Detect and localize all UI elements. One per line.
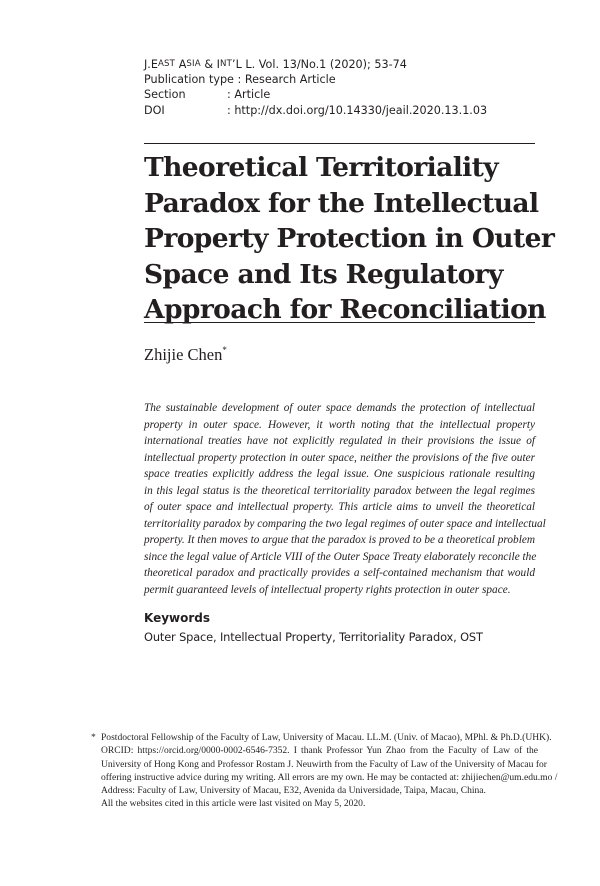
abstract-line: theoretical paradox and practically provides a self-contained mechanism that would [144, 567, 535, 579]
doi-row [144, 103, 487, 118]
author-footnote-mark[interactable]: * [222, 345, 227, 355]
footnote-line: University of Hong Kong and Professor Rostam J. Neuwirth from the Faculty of Law of the University of Macau for [101, 758, 547, 770]
section-row [144, 87, 487, 102]
abstract-line: property in outer space. However, it worth noting that the intellectual property [144, 418, 535, 431]
abstract-line: of outer space and intellectual property. This article aims to unveil the theoretical [144, 501, 535, 513]
footnote-mark: * [91, 732, 96, 743]
abstract-line: permit guaranteed levels of intellectual property rights protection in outer space. [144, 583, 511, 596]
abstract-line: intellectual property protection in outer space, neither the provisions of the five outer [144, 451, 535, 464]
abstract-line: space treaties explicitly address the legal issue. One suspicious rationale resulting [144, 468, 535, 480]
journal-a: A [178, 58, 187, 71]
title-bottom-rule [144, 322, 535, 323]
title-line: Property Protection in Outer [144, 223, 555, 255]
title-line: Space and Its Regulatory [144, 258, 503, 290]
title-line: Theoretical Territoriality [144, 152, 499, 183]
abstract-line: in this legal status is the theoretical territoriality paradox between the legal regimes [144, 484, 535, 497]
footnote-line: Address: Faculty of Law, University of Macau, E32, Avenida da Universidade, Taipa, Macau, China. [101, 785, 486, 797]
doi-link[interactable]: : http://dx.doi.org/10.14330/jeail.2020.13.1.03 [227, 103, 488, 117]
journal-ast: AST [157, 59, 176, 69]
abstract-line: property. It then moves to argue that the paradox is proved to be a theoretical problem [144, 534, 535, 546]
journal-sia: SIA [186, 59, 201, 69]
article-title [144, 150, 555, 328]
abstract-line: territoriality paradox by comparing the two legal regimes of outer space and intellectual [144, 517, 546, 530]
footnote-line: Postdoctoral Fellowship of the Faculty of Law, University of Macau. LL.M. (Univ. of Macao), MPhl. & Ph.D.(UHK). [101, 732, 552, 743]
keywords-heading: Keywords [144, 611, 211, 625]
journal-i: I [216, 58, 220, 71]
publication-type-value: : Research Article [237, 73, 336, 87]
abstract-line: The sustainable development of outer space demands the protection of intellectual [144, 402, 535, 414]
author-byline [144, 345, 227, 365]
keywords-list: Outer Space, Intellectual Property, Territoriality Paradox, OST [144, 630, 483, 644]
title-line: Paradox for the Intellectual [144, 187, 539, 219]
title-line: Approach for Reconciliation [144, 294, 546, 326]
publication-type-row [144, 72, 487, 87]
footnote-line: All the websites cited in this article were last visited on May 5, 2020. [101, 798, 366, 810]
footnote-line: ORCID: https://orcid.org/0000-0002-6546-7352. I thank Professor Yun Zhao from the Faculty of Law of the [101, 745, 538, 757]
abstract-line: since the legal value of Article VIII of the Outer Space Treaty elaborately reconcile the [144, 550, 537, 563]
publication-type-label: Publication type [144, 73, 234, 87]
section-value: : Article [227, 88, 271, 102]
abstract [144, 400, 546, 598]
journal-amp: & [200, 58, 217, 71]
title-top-rule [144, 143, 535, 144]
journal-citation [144, 57, 487, 72]
footnote-line: offering instructive advice during my writing. All errors are my own. He may be contacted at: zhijiechen@um.edu.mo / [101, 771, 558, 783]
journal-nt: NT [219, 59, 233, 69]
author-name: Zhijie Chen [144, 345, 223, 364]
abstract-line: international treaties have not explicitly regulated in their provisions the issue of [144, 435, 535, 447]
footnote-body [101, 731, 558, 811]
article-metadata [144, 57, 487, 118]
journal-volume: ’L L. Vol. 13/No.1 (2020); 53-74 [232, 58, 407, 71]
journal-prefix: J. [144, 58, 151, 71]
journal-e: E [150, 58, 158, 71]
section-label: Section [144, 88, 186, 102]
doi-label: DOI [144, 103, 165, 117]
